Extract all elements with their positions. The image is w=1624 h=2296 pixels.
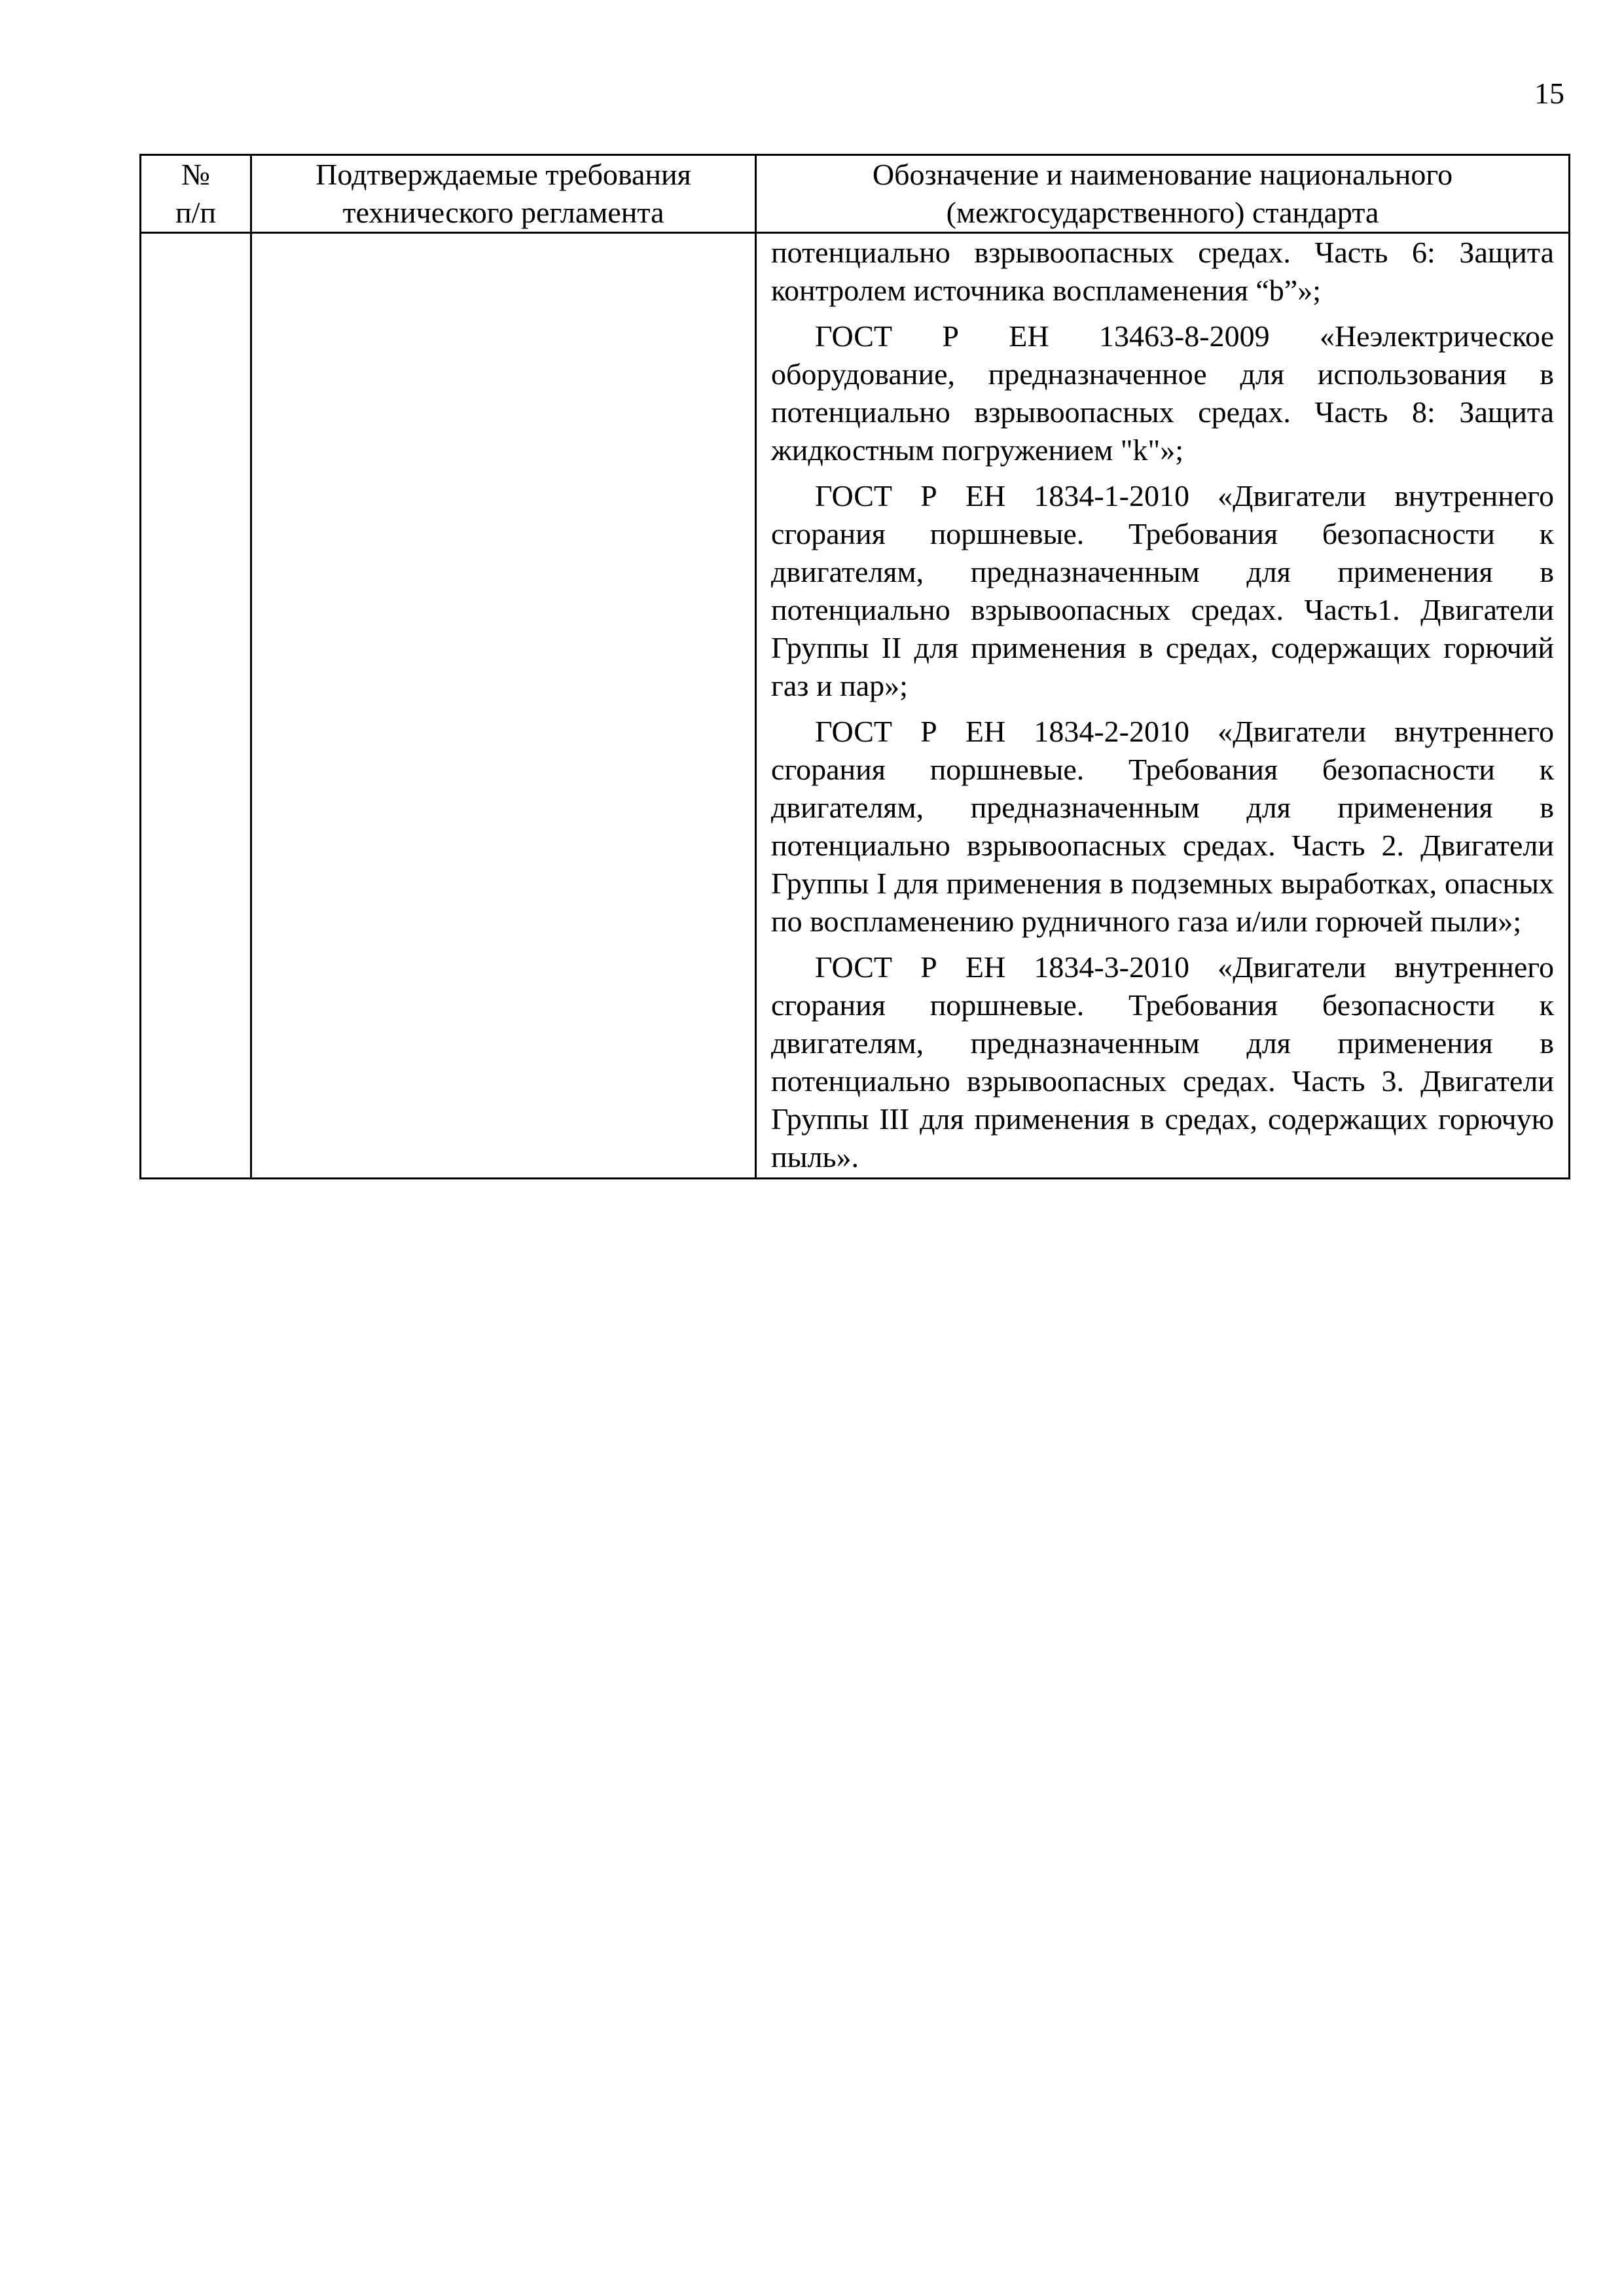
- table-row: [141, 233, 1570, 1179]
- standards-table: [139, 154, 1570, 1179]
- header-standard-line1: Обозначение и наименование национального: [872, 158, 1453, 191]
- header-standard-line2: (межгосударственного) стандарта: [946, 196, 1379, 229]
- header-requirements: [251, 155, 756, 233]
- header-number: [141, 155, 251, 233]
- cell-standards: [756, 233, 1570, 1179]
- header-number-line1: №: [181, 158, 210, 191]
- header-requirements-line1: Подтверждаемые требования: [316, 158, 691, 191]
- standard-entry: ГОСТ Р ЕН 13463-8-2009 «Неэлектрическое оборудование, предназначенное для использования в потенциально взрывоопасных средах. Часть 8: Защита жидкостным погружением "k"»;: [771, 319, 1554, 467]
- standard-entry: ГОСТ Р ЕН 1834-1-2010 «Двигатели внутреннего сгорания поршневые. Требования безопасности к двигателям, предназначенным для применения в потенциально взрывоопасных средах. Часть1. Двигатели Группы II для применения в средах, содержащих горючий газ и пар»;: [771, 479, 1554, 702]
- standard-entry: ГОСТ Р ЕН 1834-3-2010 «Двигатели внутреннего сгорания поршневые. Требования безопасности к двигателям, предназначенным для применения в потенциально взрывоопасных средах. Часть 3. Двигатели Группы III для применения в средах, содержащих горючую пыль».: [771, 950, 1554, 1174]
- cell-number: [141, 233, 251, 1179]
- header-standard: [756, 155, 1570, 233]
- page-number: 15: [1534, 77, 1564, 110]
- header-requirements-line2: технического регламента: [342, 196, 664, 229]
- standard-entry-continuation: потенциально взрывоопасных средах. Часть 6: Защита контролем источника воспламенения “b”»;: [771, 236, 1554, 307]
- header-number-line2: п/п: [175, 196, 216, 229]
- cell-requirements: [251, 233, 756, 1179]
- standard-entry: ГОСТ Р ЕН 1834-2-2010 «Двигатели внутреннего сгорания поршневые. Требования безопасности к двигателям, предназначенным для применения в потенциально взрывоопасных средах. Часть 2. Двигатели Группы I для применения в подземных выработках, опасных по воспламенению рудничного газа и/или горючей пыли»;: [771, 715, 1554, 938]
- table-header-row: [141, 155, 1570, 233]
